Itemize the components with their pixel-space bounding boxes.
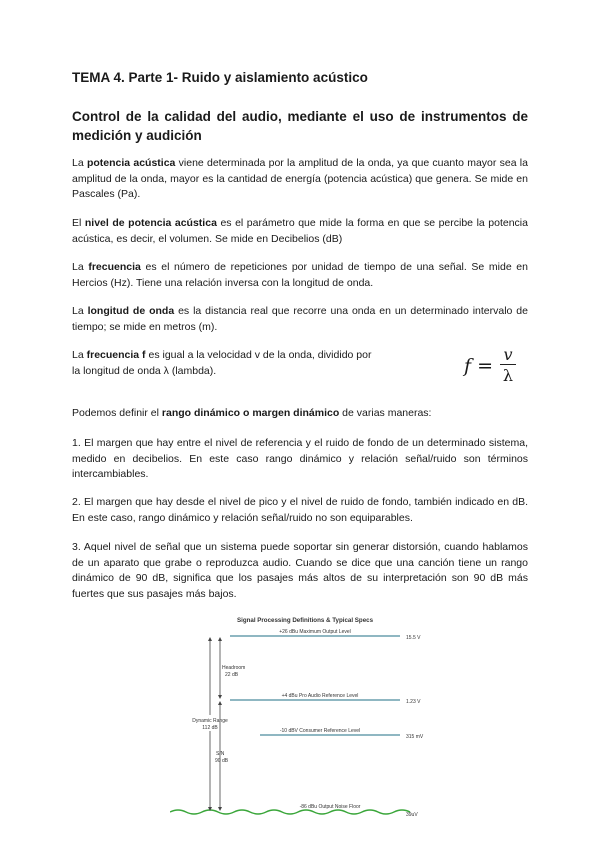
- headroom-label: Headroom: [222, 665, 246, 671]
- paragraph-definicion-2: 2. El margen que hay desde el nivel de pico y el nivel de ruido de fondo, también indicado en dB. En este caso, rango dinámico y relación señal/ruido no son equiparables.: [72, 496, 528, 524]
- term-frecuencia: frecuencia: [88, 261, 141, 273]
- consumer-reference-value: 315 mV: [406, 734, 424, 740]
- frequency-formula: [464, 346, 524, 386]
- paragraph-potencia: La potencia acústica viene determinada por la amplitud de la onda, ya que cuanto mayor sea la amplitud de la onda, mayor es la cantidad de energía (potencia acústica) que genera. Se mide en Pascales (Pa).: [72, 157, 528, 200]
- formula-lhs: f =: [464, 355, 493, 377]
- paragraph-longitud: La longitud de onda es la distancia real que recorre una onda en un determinado intervalo de tiempo; se mide en metros (m).: [72, 305, 528, 333]
- paragraph-rango: Podemos definir el rango dinámico o margen dinámico de varias maneras:: [72, 407, 432, 419]
- max-output-value: 15.5 V: [406, 635, 421, 641]
- sn-value: 90 dB: [215, 758, 229, 764]
- noise-floor-label: -86 dBu Output Noise Floor: [299, 804, 361, 810]
- diagram-title: Signal Processing Definitions & Typical Specs: [236, 617, 374, 624]
- term-nivel: nivel de potencia acústica: [84, 217, 217, 229]
- formula-denominator: λ: [502, 366, 514, 385]
- noise-floor-line: [170, 810, 410, 814]
- formula-bar: [500, 364, 516, 365]
- headroom-value: 22 dB: [225, 672, 239, 678]
- max-output-label: +26 dBu Maximum Output Level: [279, 629, 351, 635]
- dynamic-range-label: Dynamic Range: [192, 718, 228, 724]
- formula-numerator: v: [503, 345, 513, 364]
- term-longitud: longitud de onda: [87, 305, 175, 317]
- paragraph-formula-text: La frecuencia f es igual a la velocidad v de la onda, dividido por la longitud de onda λ (lambda).: [72, 349, 372, 377]
- sn-label: S/N: [216, 751, 225, 757]
- pro-reference-label: +4 dBu Pro Audio Reference Level: [281, 693, 359, 699]
- paragraph-frecuencia: La frecuencia es el número de repeticiones por unidad de tiempo de una señal. Se mide en Hercios (Hz). Tiene una relación inversa con la longitud de onda.: [72, 261, 528, 289]
- dynamic-range-value: 112 dB: [202, 725, 218, 731]
- term-rango: rango dinámico o margen dinámico: [161, 407, 340, 419]
- document-title: TEMA 4. Parte 1- Ruido y aislamiento acústico: [72, 70, 368, 85]
- formula-fraction: [500, 346, 516, 384]
- paragraph-definicion-3: 3. Aquel nivel de señal que un sistema puede soportar sin generar distorsión, cuando hablamos de un aparato que grabe o reproduzca audio. Cuando se dice que una canción tiene un rango dinámico de 90 dB, significa que los pasajes más altos de su interpretación son 90 dB más fuertes que sus pasajes más bajos.: [72, 541, 528, 600]
- consumer-reference-label: -10 dBV Consumer Reference Level: [279, 728, 361, 734]
- paragraph-definicion-1: 1. El margen que hay entre el nivel de referencia y el ruido de fondo de un determinado sistema, medido en decibelios. En este caso rango dinámico y relación señal/ruido son términos intercambiables.: [72, 437, 528, 480]
- dynamic-range-diagram: [170, 612, 440, 824]
- pro-reference-value: 1.23 V: [406, 699, 421, 705]
- noise-floor-value: 39uV: [406, 812, 418, 818]
- term-frecuencia-f: frecuencia f: [86, 349, 146, 361]
- paragraph-nivel: El nivel de potencia acústica es el parámetro que mide la forma en que se percibe la potencia acústica, es decir, el volumen. Se mide en Decibelios (dB): [72, 217, 528, 245]
- section-heading: Control de la calidad del audio, mediante el uso de instrumentos de medición y audición: [72, 109, 528, 143]
- term-potencia: potencia acústica: [86, 157, 176, 169]
